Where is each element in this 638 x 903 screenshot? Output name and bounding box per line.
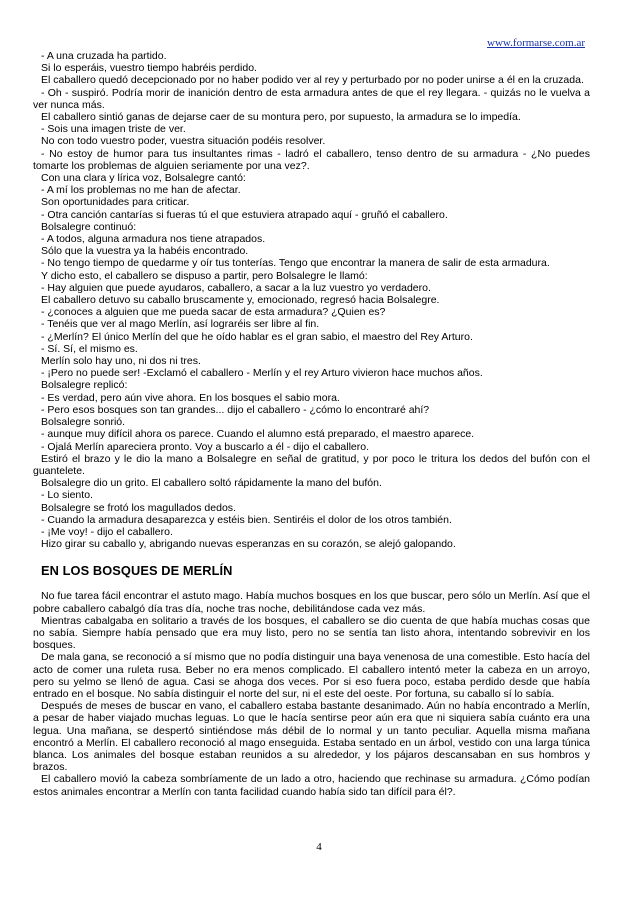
paragraph: Si lo esperáis, vuestro tiempo habréis perdido.: [41, 62, 257, 75]
paragraph: Sólo que la vuestra ya la habéis encontrado.: [41, 245, 249, 258]
paragraph: - ¡Me voy! - dijo el caballero.: [41, 525, 173, 538]
chapter-heading: EN LOS BOSQUES DE MERLÍN: [41, 563, 233, 579]
paragraph: Son oportunidades para criticar.: [41, 196, 190, 209]
paragraph: - Tenéis que ver al mago Merlín, así lograréis ser libre al fin.: [41, 318, 320, 331]
paragraph: - Sois una imagen triste de ver.: [41, 123, 186, 136]
paragraph: El caballero movió la cabeza sombríamente de un lado a otro, haciendo que rechinase su armadura. ¿Cómo podían estos animales encontrar a Merlín con tanta facilidad cuando había sido tan difícil para él?.: [33, 773, 590, 798]
paragraph: Bolsalegre dio un grito. El caballero soltó rápidamente la mano del bufón.: [41, 477, 382, 490]
paragraph: - Es verdad, pero aún vive ahora. En los bosques el sabio mora.: [41, 391, 340, 404]
paragraph: - Ojalá Merlín apareciera pronto. Voy a buscarlo a él - dijo el caballero.: [41, 440, 370, 453]
paragraph: El caballero sintió ganas de dejarse caer de su montura pero, por supuesto, la armadura se lo impedía.: [41, 111, 521, 124]
paragraph: Bolsalegre continuó:: [41, 220, 137, 233]
paragraph: Con una clara y lírica voz, Bolsalegre cantó:: [41, 172, 246, 185]
paragraph: El caballero detuvo su caballo bruscamente y, emocionado, regresó hacia Bolsalegre.: [41, 294, 440, 307]
paragraph: - Cuando la armadura desaparezca y estéis bien. Sentiréis el dolor de los otros también.: [41, 513, 452, 526]
paragraph: Bolsalegre se frotó los magullados dedos.: [41, 501, 236, 514]
paragraph: Bolsalegre sonrió.: [41, 416, 126, 429]
paragraph: - ¿Merlín? El único Merlín del que he oído hablar es el gran sabio, el maestro del Rey Arturo.: [41, 330, 473, 343]
paragraph: De mala gana, se reconoció a sí mismo que no podía distinguir una baya venenosa de una comestible. Esto hacía del acto de comer una ruleta rusa. Beber no era menos complicado. El caballero intentó meter la cabeza en un arroyo, pero su yelmo se llenó de agua. Casi se ahoga dos veces. Por si eso fuera poco, estaba perdido desde que había entrado en el bosque. No sabía distinguir el norte del sur, ni el este del oeste. Por fortuna, su caballo sí lo sabía.: [33, 651, 590, 700]
paragraph: Bolsalegre replicó:: [41, 379, 128, 392]
paragraph: - A una cruzada ha partido.: [41, 50, 167, 62]
paragraph: - ¿conoces a alguien que me pueda sacar de esta armadura? ¿Quien es?: [41, 306, 386, 319]
paragraph: No con todo vuestro poder, vuestra situación podéis resolver.: [41, 135, 326, 148]
paragraph: - ¡Pero no puede ser! -Exclamó el caballero - Merlín y el rey Arturo vivieron hace muchos años.: [41, 367, 483, 380]
paragraph: Hizo girar su caballo y, abrigando nuevas esperanzas en su corazón, se alejó galopando.: [41, 538, 456, 551]
page-body: [33, 50, 590, 798]
paragraph: Y dicho esto, el caballero se dispuso a partir, pero Bolsalegre le llamó:: [41, 269, 368, 282]
paragraph: Estiró el brazo y le dio la mano a Bolsalegre en señal de gratitud, y por poco le tritura los dedos del bufón con el guantelete.: [33, 452, 590, 477]
paragraph: - No estoy de humor para tus insultantes rimas - ladró el caballero, tenso dentro de su armadura - ¿No puedes tomarte los problemas de alguien seriamente por una vez?.: [33, 147, 590, 172]
paragraph: - Lo siento.: [41, 489, 93, 502]
paragraph: El caballero quedó decepcionado por no haber podido ver al rey y perturbado por no poder unirse a él en la cruzada.: [41, 74, 584, 87]
paragraph: - A mí los problemas no me han de afectar.: [41, 184, 241, 197]
paragraph: - Oh - suspiró. Podría morir de inanición dentro de esta armadura antes de que el rey llegara. - quizás no le vuelva a ver nunca más.: [33, 86, 590, 111]
paragraph: Después de meses de buscar en vano, el caballero estaba bastante desanimado. Aún no había encontrado a Merlín, a pesar de haber viajado muchas leguas. Lo que le hacía sentirse peor aún era que ni siquiera sabía cuánto era una legua. Una mañana, se despertó sintiéndose más débil de lo normal y un tanto peculiar. Aquella misma mañana encontró a Merlín. El caballero reconoció al mago enseguida. Estaba sentado en un árbol, vestido con una larga túnica blanca. Los animales del bosque estaban reunidos a su alrededor, y los pájaros descansaban en sus hombros y brazos.: [33, 700, 590, 774]
paragraph: - A todos, alguna armadura nos tiene atrapados.: [41, 233, 266, 246]
paragraph: Mientras cabalgaba en solitario a través de los bosques, el caballero se dio cuenta de que había muchas cosas que no sabía. Siempre había pensado que era muy listo, pero no se sentía tan listo ahora, intentando sobrevivir en los bosques.: [33, 614, 590, 652]
section-story-part: [33, 50, 590, 550]
paragraph: - Hay alguien que puede ayudaros, caballero, a sacar a la luz vuestro yo verdadero.: [41, 281, 431, 294]
paragraph: - Sí. Sí, el mismo es.: [41, 342, 138, 355]
paragraph: - Pero esos bosques son tan grandes... dijo el caballero - ¿cómo lo encontraré ahí?: [41, 403, 430, 416]
site-link[interactable]: www.formarse.com.ar: [487, 37, 585, 49]
paragraph: - Otra canción cantarías si fueras tú el que estuviera atrapado aquí - gruñó el caballero.: [41, 208, 448, 221]
page-number: 4: [316, 841, 322, 853]
paragraph: Merlín solo hay uno, ni dos ni tres.: [41, 355, 201, 368]
section-merlin-forest: [33, 590, 590, 797]
paragraph: - No tengo tiempo de quedarme y oír tus tonterías. Tengo que encontrar la manera de salir de esta armadura.: [41, 257, 550, 270]
paragraph: No fue tarea fácil encontrar el astuto mago. Había muchos bosques en los que buscar, pero sólo un Merlín. Así que el pobre caballero cabalgó día tras día, noche tras noche, debilitándose cada vez más.: [33, 590, 590, 615]
paragraph: - aunque muy difícil ahora os parece. Cuando el alumno está preparado, el maestro aparece.: [41, 428, 475, 441]
